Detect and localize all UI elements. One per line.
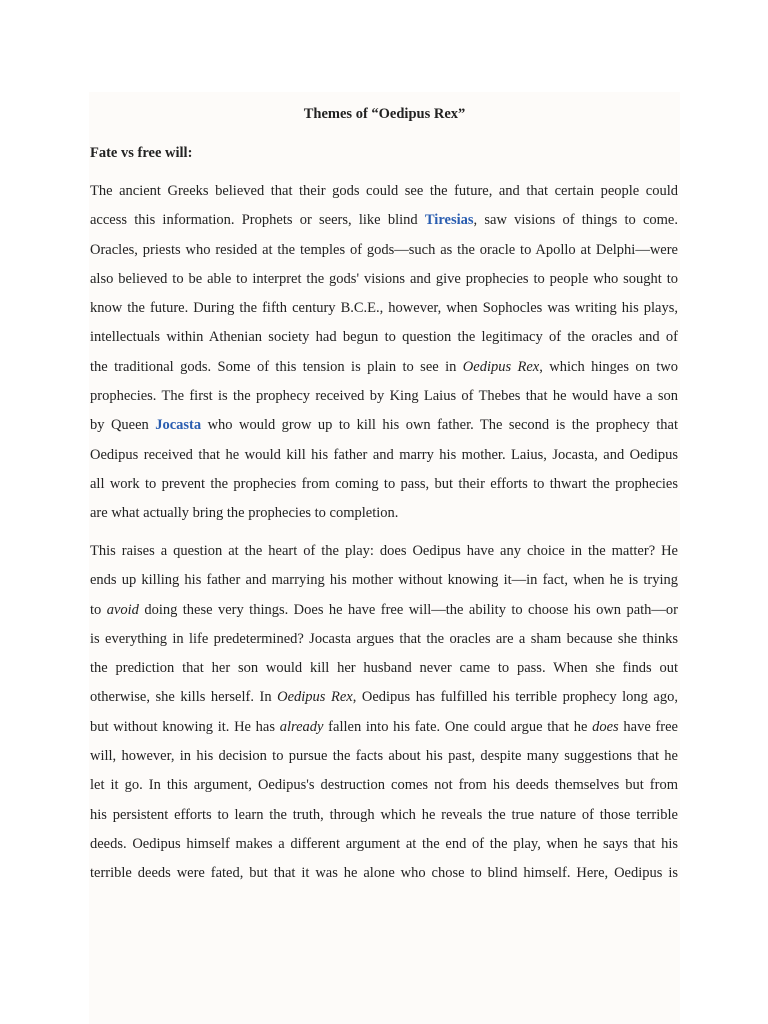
document-title: Themes of “Oedipus Rex”	[303, 106, 466, 122]
tiresias-link[interactable]: Tiresias	[424, 212, 474, 229]
text-line: to avoid doing these very things. Does he have free will—the ability to choose his own path—or	[90, 601, 678, 618]
title-italic: Oedipus Rex	[462, 358, 540, 375]
text-line: are what actually bring the prophecies to completion.	[90, 505, 399, 522]
text-line: all work to prevent the prophecies from coming to pass, but their efforts to thwart the prophecies	[90, 475, 678, 492]
text-line: ends up killing his father and marrying his mother without knowing it—in fact, when he is trying	[90, 572, 678, 589]
text-line: but without knowing it. He has already fallen into his fate. One could argue that he does have free	[90, 718, 678, 735]
text-line: access this information. Prophets or seers, like blind Tiresias, saw visions of things to come.	[90, 212, 678, 229]
text-line: the prediction that her son would kill her husband never came to pass. When she finds out	[90, 660, 678, 677]
text-line: is everything in life predetermined? Jocasta argues that the oracles are a sham because she thinks	[90, 630, 678, 647]
emphasis-italic: avoid	[106, 601, 139, 618]
title-italic: Oedipus Rex	[277, 689, 353, 706]
text-line: prophecies. The first is the prophecy received by King Laius of Thebes that he would have a son	[90, 388, 678, 405]
document-page	[89, 92, 680, 1024]
text-line: Oracles, priests who resided at the temples of gods—such as the oracle to Apollo at Delphi—were	[90, 241, 678, 258]
text-line: let it go. In this argument, Oedipus's destruction comes not from his deeds themselves but from	[90, 777, 678, 794]
text-line: The ancient Greeks believed that their gods could see the future, and that certain people could	[90, 183, 678, 199]
emphasis-italic: already	[279, 718, 324, 735]
text-line: intellectuals within Athenian society had begun to question the legitimacy of the oracles and of	[90, 329, 678, 346]
text-line: his persistent efforts to learn the truth, through which he reveals the true nature of those terrible	[90, 806, 678, 823]
text-line: the traditional gods. Some of this tension is plain to see in Oedipus Rex, which hinges on two	[90, 358, 679, 375]
text-line: know the future. During the fifth century B.C.E., however, when Sophocles was writing his plays,	[90, 300, 678, 317]
text-line: This raises a question at the heart of the play: does Oedipus have any choice in the matter? He	[90, 543, 678, 559]
text-line: deeds. Oedipus himself makes a different argument at the end of the play, when he says that his	[90, 835, 678, 852]
text-line: will, however, in his decision to pursue the facts about his past, despite many suggestions that he	[90, 748, 678, 765]
paragraph-fate-intro	[90, 177, 678, 529]
paragraph-free-will	[90, 537, 678, 889]
jocasta-link[interactable]: Jocasta	[155, 417, 202, 434]
text-line: also believed to be able to interpret the gods' visions and give prophecies to people who sought to	[90, 270, 678, 287]
text-line: otherwise, she kills herself. In Oedipus Rex, Oedipus has fulfilled his terrible prophecy long ago,	[90, 689, 678, 706]
text-line: Oedipus received that he would kill his father and marry his mother. Laius, Jocasta, and Oedipus	[90, 446, 678, 463]
section-heading: Fate vs free will:	[90, 145, 193, 161]
text-line: by Queen Jocasta who would grow up to kill his own father. The second is the prophecy that	[90, 417, 678, 434]
emphasis-italic: does	[592, 718, 619, 735]
text-line: terrible deeds were fated, but that it was he alone who chose to blind himself. Here, Oedipus is	[90, 865, 678, 882]
